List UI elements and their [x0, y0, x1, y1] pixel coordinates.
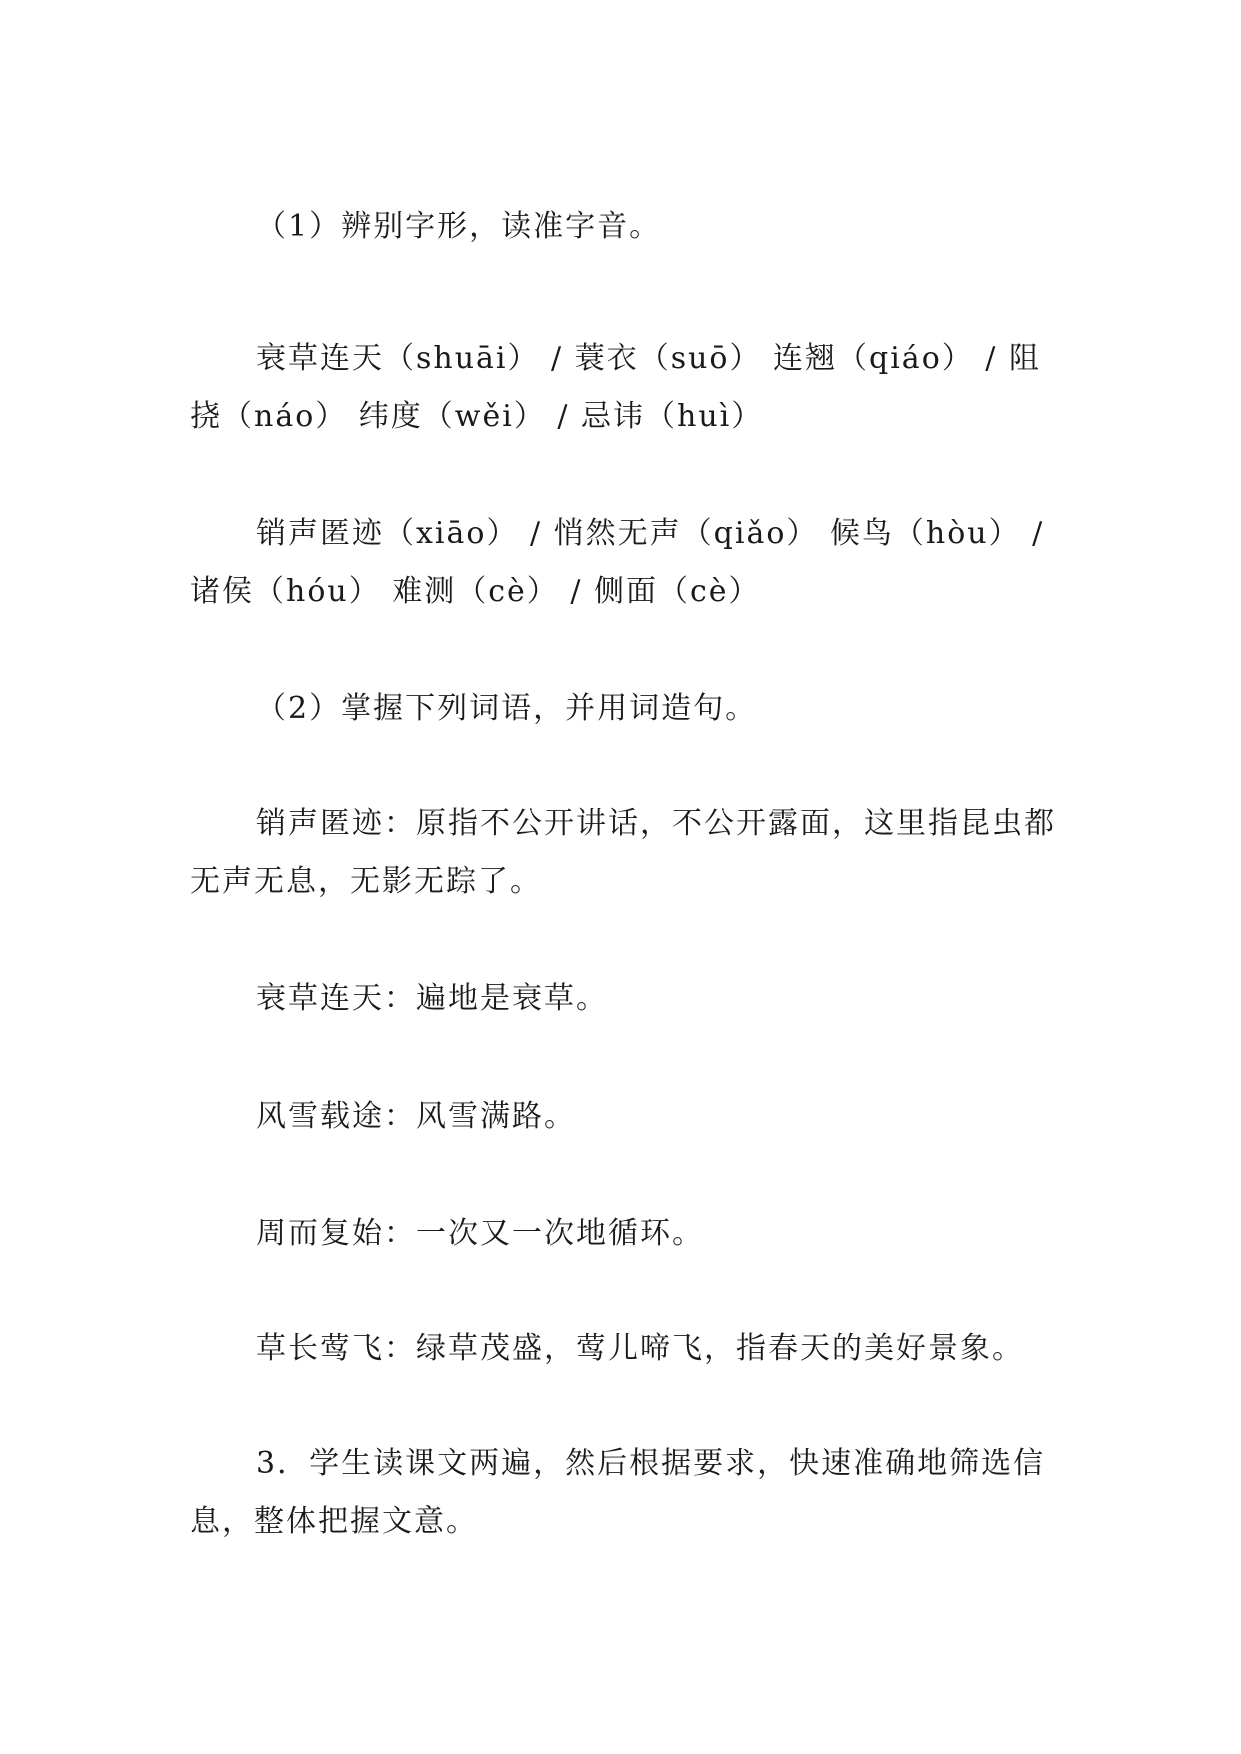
section-heading-2: （2）掌握下列词语，并用词造句。: [256, 691, 758, 726]
pronunciation-paragraph-2: 销声匿迹（xiāo） / 悄然无声（qiǎo） 候鸟（hòu） / 诸侯（hóu） 难测（cè） / 侧面（cè）: [190, 516, 1045, 609]
vocab-definition-3: 风雪载途：风雪满路。: [256, 1099, 576, 1134]
step-paragraph-3: 3．学生读课文两遍，然后根据要求，快速准确地筛选信息，整体把握文意。: [190, 1446, 1046, 1539]
vocab-definition-2: 衰草连天：遍地是衰草。: [256, 981, 608, 1016]
pronunciation-paragraph-1: 衰草连天（shuāi） / 蓑衣（suō） 连翘（qiáo） / 阻挠（náo） 纬度（wěi） / 忌讳（huì）: [190, 341, 1041, 434]
section-heading-1: （1）辨别字形，读准字音。: [256, 209, 662, 244]
vocab-definition-5: 草长莺飞：绿草茂盛，莺儿啼飞，指春天的美好景象。: [256, 1331, 1024, 1366]
vocab-definition-4: 周而复始：一次又一次地循环。: [256, 1216, 704, 1251]
vocab-definition-1: 销声匿迹：原指不公开讲话，不公开露面，这里指昆虫都无声无息，无影无踪了。: [190, 806, 1056, 899]
